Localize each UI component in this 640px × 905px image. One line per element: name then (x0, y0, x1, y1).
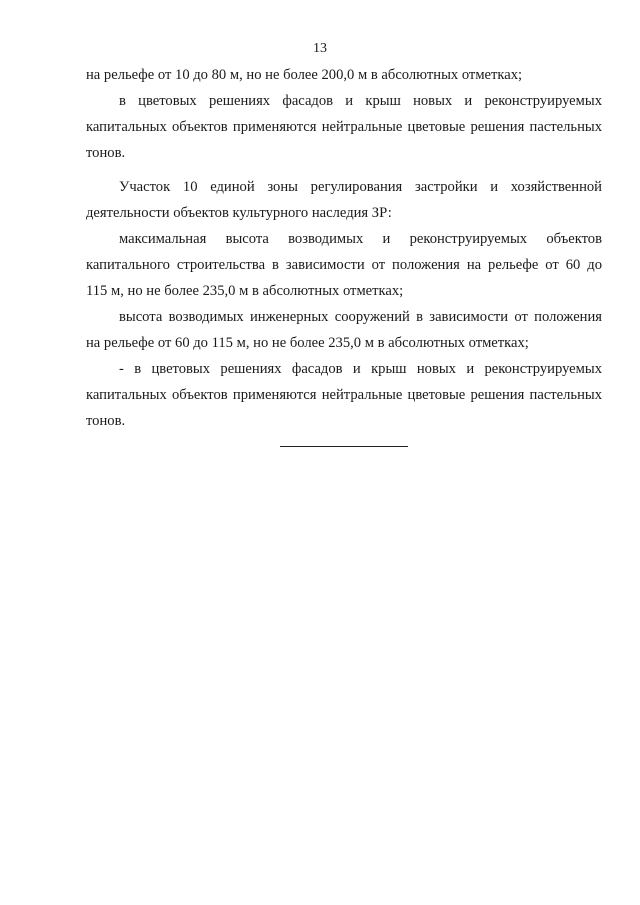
text-line: в цветовых решениях фасадов и крыш новых и реконструируемых (119, 93, 602, 109)
text-line: - в цветовых решениях фасадов и крыш новых и реконструируемых (119, 361, 602, 377)
text-line: капитальных объектов применяются нейтральные цветовые решения пастельных (86, 119, 602, 135)
text-line: высота возводимых инженерных сооружений в зависимости от положения (119, 309, 602, 325)
text-line: капитальных объектов применяются нейтральные цветовые решения пастельных (86, 387, 602, 403)
document-body (86, 62, 602, 434)
text-line: максимальная высота возводимых и реконструируемых объектов (119, 231, 602, 247)
page-number: 13 (313, 41, 327, 56)
text-line: на рельефе от 10 до 80 м, но не более 200,0 м в абсолютных отметках; (86, 67, 523, 83)
text-line: 115 м, но не более 235,0 м в абсолютных отметках; (86, 283, 404, 299)
text-line: деятельности объектов культурного наследия ЗР: (86, 205, 392, 221)
text-line: Участок 10 единой зоны регулирования застройки и хозяйственной (119, 179, 602, 195)
end-of-document-rule (280, 446, 408, 447)
text-line: на рельефе от 60 до 115 м, но не более 235,0 м в абсолютных отметках; (86, 335, 529, 351)
text-line: тонов. (86, 413, 126, 429)
text-line: капитального строительства в зависимости от положения на рельефе от 60 до (86, 257, 602, 273)
text-line: тонов. (86, 145, 126, 161)
